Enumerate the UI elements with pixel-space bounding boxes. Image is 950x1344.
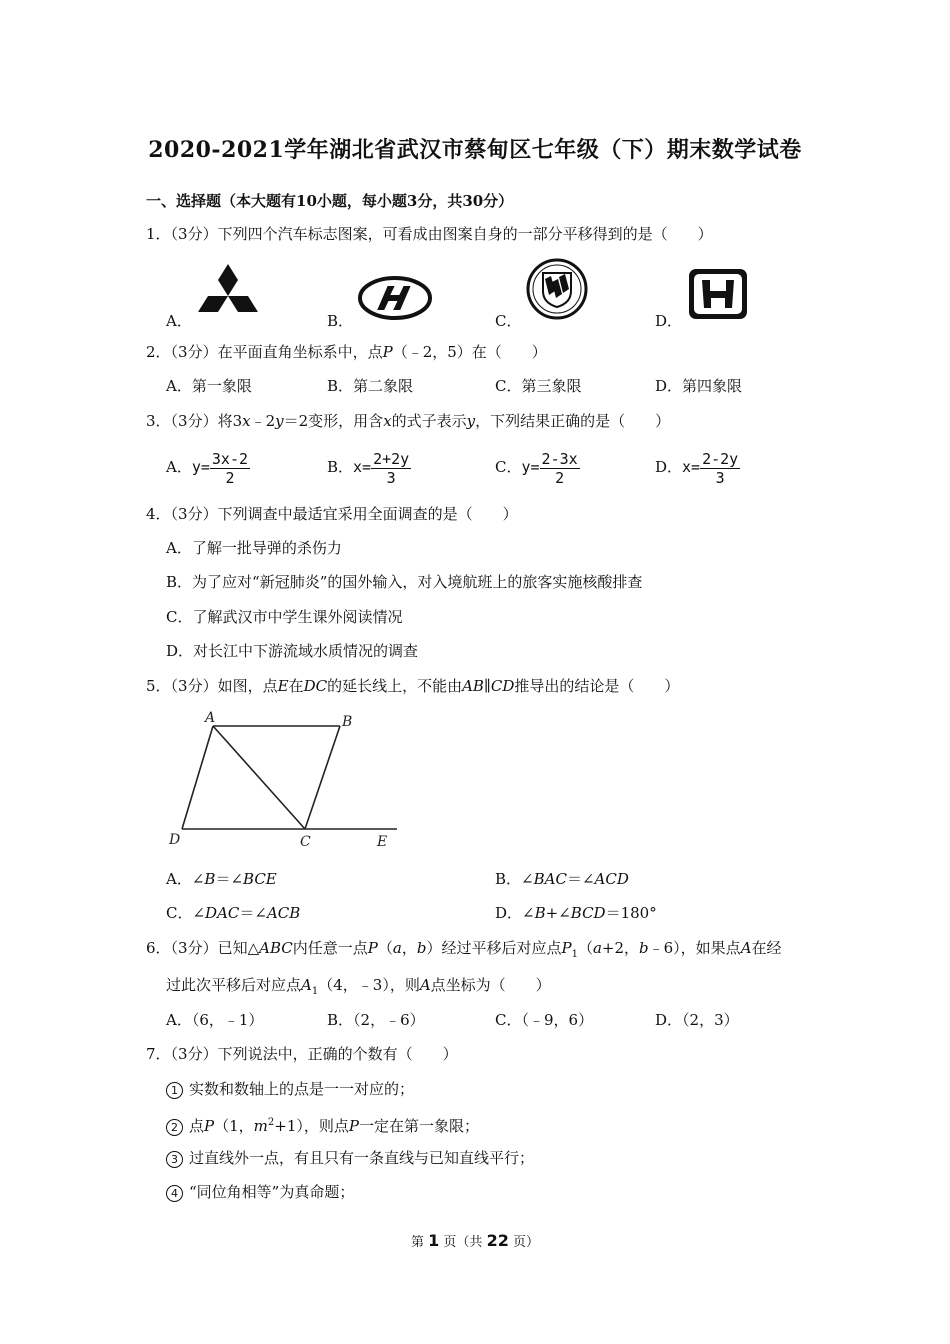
page-title: 2020-2021学年湖北省武汉市蔡甸区七年级（下）期末数学试卷 [148,137,802,163]
q3-c-lhs: y= [521,458,540,476]
q3-a-lhs: y= [191,458,210,476]
segment-ad [182,726,213,829]
q5-option-d [495,903,657,923]
question-5-stem [146,676,679,696]
q5-d-plus: +∠ [545,904,571,922]
q3-option-c-label: C． [495,458,522,476]
q6-option-d: D．（2，3） [655,1011,739,1029]
q5-b-eq: ＝∠ [566,870,595,888]
q3-b-den: 3 [386,468,396,487]
q6-t1: 6．（3分）已知△ [146,939,260,957]
q6-t3: （ [377,939,393,957]
q7-i2-t4: 一定在第一象限； [358,1117,479,1135]
segment-ac [213,726,305,829]
q5-var-cd: CD [490,677,515,695]
q5-option-a [166,869,277,889]
q2-option-d: D．第四象限 [655,377,743,395]
q4-option-d: D．对长江中下游流域水质情况的调查 [166,642,419,660]
q3-text-1: 3．（3分）将3 [146,412,243,430]
q5-d-label: D．∠ [495,904,535,922]
section-heading: 一、选择题（本大题有10小题，每小题3分，共30分） [146,192,514,210]
q3-option-a-label: A． [166,458,192,476]
q6-p: P [367,939,378,957]
q3-text-5: ，下列结果正确的是（ ） [475,412,671,430]
q5-c-eq: ＝∠ [239,904,267,922]
q3-d-fraction [700,450,740,487]
label-c: C [300,834,311,850]
q7-i2-sup: 2 [267,1117,275,1128]
q6-t12: 点坐标为（ ） [430,976,551,994]
q7-i2-t3: +1），则点 [274,1117,349,1135]
q5-b-angle-1: BAC [533,870,567,888]
q6-A2: A [419,976,431,994]
q4-option-a: A．了解一批导弹的杀伤力 [166,539,342,557]
q1-option-c-label: C． [495,312,522,330]
q1-option-a-label: A． [166,312,192,330]
q7-i2-p: P [204,1117,215,1135]
honda-logo-icon [688,268,748,320]
q5-var-dc: DC [303,677,328,695]
q6-b: b [416,939,427,957]
footer-page-number: 1 [428,1231,440,1250]
q7-item-2 [166,1113,479,1136]
q3-option-b [327,446,411,488]
q3-b-fraction [371,450,411,487]
q6-A: A [740,939,752,957]
q6-option-c: C．（﹣9，6） [495,1011,594,1029]
q6-a: a [392,939,402,957]
hyundai-logo-icon [358,276,432,320]
circled-number-1: 1 [166,1082,183,1099]
q3-option-b-label: B． [327,458,354,476]
question-2-stem [146,342,547,362]
q6-sub2: 1 [311,986,319,997]
q5-d-angle-2: BCD [570,904,606,922]
q6-t8: ﹣6），如果点 [648,939,741,957]
q7-i2-p2: P [348,1117,359,1135]
q7-item-4-text: “同位角相等”为真命题； [189,1183,355,1201]
q2-stem-text: 2．（3分）在平面直角坐标系中，点 [146,343,383,361]
q7-i2-t1: 点 [189,1117,205,1135]
q3-c-fraction [540,450,580,487]
q5-text-1: 5．（3分）如图，点 [146,677,278,695]
q1-option-b-label: B． [327,312,354,330]
question-1-stem: 1．（3分）下列四个汽车标志图案，可看成由图案自身的一部分平移得到的是（ ） [146,225,713,243]
q3-text-4: 的式子表示 [391,412,467,430]
q3-var-x-2: x [383,412,392,430]
q3-a-fraction [210,450,250,487]
buick-logo-icon [525,257,589,321]
question-6-stem-line-1 [146,938,782,965]
q3-option-d-label: D． [655,458,683,476]
q6-t4: ， [401,939,417,957]
q5-a-label: A．∠ [166,870,205,888]
q5-c-angle-1: DAC [205,904,240,922]
q3-a-num: 3x-2 [211,449,249,468]
q6-t6: （ [577,939,593,957]
question-6-stem-line-2 [166,975,551,1002]
q5-var-ab: AB [462,677,484,695]
q6-t7: +2， [601,939,640,957]
circled-number-4: 4 [166,1185,183,1202]
question-3-stem [146,411,670,431]
circled-number-3: 3 [166,1151,183,1168]
q6-a2: a [592,939,602,957]
q5-d-angle-1: B [534,904,546,922]
q5-c-angle-2: ACB [266,904,301,922]
q7-item-4 [166,1182,354,1202]
q5-parallel-symbol: ∥ [483,677,491,695]
q5-text-2: 在 [288,677,304,695]
q6-t9: 在经 [751,939,782,957]
label-b: B [342,714,353,730]
q7-item-1 [166,1079,414,1099]
question-4-stem: 4．（3分）下列调查中最适宜采用全面调查的是（ ） [146,505,518,523]
q5-text-4: 推导出的结论是（ ） [514,677,680,695]
q5-var-e: E [277,677,289,695]
q7-item-3 [166,1148,534,1168]
q5-option-b [495,869,629,889]
q5-b-angle-2: ACD [594,870,629,888]
q5-a-angle-1: B [204,870,216,888]
q2-option-b: B．第二象限 [327,377,414,395]
q6-t2: 内任意一点 [292,939,368,957]
q6-p1: P [561,939,572,957]
q3-option-a [166,446,250,488]
page-footer [0,1231,950,1250]
q3-text-3: ＝2变形，用含 [283,412,384,430]
label-a: A [205,710,216,726]
q2-option-c: C．第三象限 [495,377,582,395]
q6-b2: b [639,939,649,957]
q5-geometry-figure [165,708,405,853]
footer-text-1: 第 [411,1235,429,1250]
q7-i2-t2: （1， [214,1117,254,1135]
q3-d-den: 3 [715,468,725,487]
q5-a-eq: ＝∠ [215,870,244,888]
q6-t10: 过此次平移后对应点 [166,976,302,994]
q3-option-d [655,446,740,488]
q6-A1: A [301,976,312,994]
q6-option-b: B．（2，﹣6） [327,1011,425,1029]
q5-d-value: ＝180° [605,904,657,922]
segment-bc [305,726,340,829]
q6-abc: ABC [259,939,293,957]
q3-var-y-2: y [466,412,476,430]
q7-i2-m: m [253,1117,268,1135]
q3-option-c [495,446,580,488]
q6-t5: ）经过平移后对应点 [426,939,562,957]
q4-option-b: B．为了应对“新冠肺炎”的国外输入，对入境航班上的旅客实施核酸排查 [166,573,643,591]
q7-item-3-text: 过直线外一点，有且只有一条直线与已知直线平行； [189,1149,535,1167]
q3-var-y: y [275,412,284,430]
q2-option-a: A．第一象限 [166,377,252,395]
q6-t11: （4，﹣3），则 [318,976,420,994]
q5-option-c [166,903,300,923]
q3-b-num: 2+2y [373,449,410,468]
q5-a-angle-2: BCE [243,870,277,888]
q3-d-lhs: x= [682,458,701,476]
mitsubishi-logo-icon [196,264,260,320]
q5-text-3: 的延长线上，不能由 [327,677,463,695]
q3-text-2: ﹣2 [250,412,276,430]
label-e: E [377,834,388,850]
q3-a-den: 2 [225,468,235,487]
q2-point-var: P [382,343,393,361]
question-7-stem: 7．（3分）下列说法中，正确的个数有（ ） [146,1045,458,1063]
footer-text-2: 页（共 [439,1235,487,1250]
q7-item-1-text: 实数和数轴上的点是一一对应的； [189,1080,415,1098]
q5-c-label: C．∠ [166,904,206,922]
q3-c-num: 2-3x [541,449,578,468]
q3-d-num: 2-2y [702,449,739,468]
label-d: D [169,832,181,848]
q5-b-label: B．∠ [495,870,534,888]
q2-stem-tail: （﹣2，5）在（ ） [392,343,547,361]
q6-sub1: 1 [571,949,578,960]
q3-var-x: x [242,412,251,430]
q6-option-a: A．（6，﹣1） [166,1011,264,1029]
q4-option-c: C．了解武汉市中学生课外阅读情况 [166,608,403,626]
q3-b-lhs: x= [353,458,372,476]
q1-option-d-label: D． [655,312,683,330]
q3-c-den: 2 [555,468,565,487]
circled-number-2: 2 [166,1119,183,1136]
footer-text-3: 页） [508,1235,539,1250]
footer-total-pages: 22 [486,1231,509,1250]
